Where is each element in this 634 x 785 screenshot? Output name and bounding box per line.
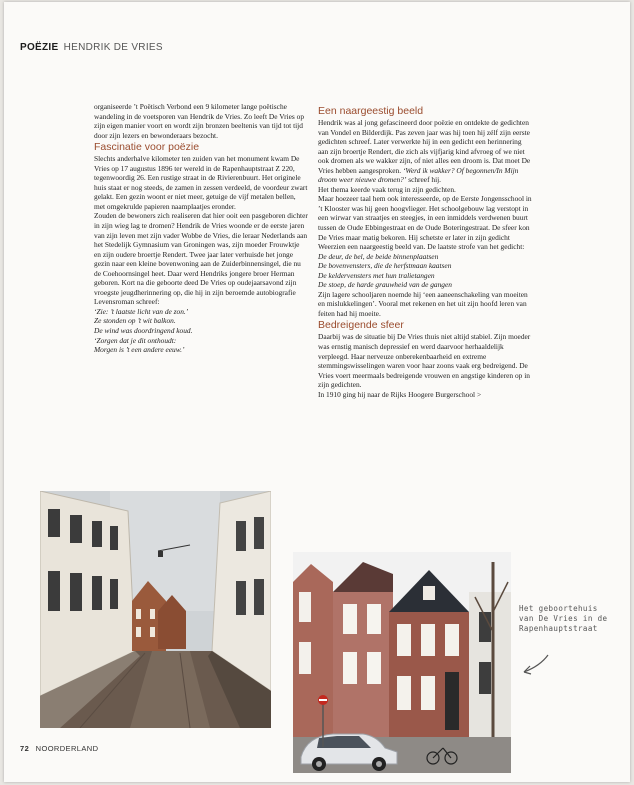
caption-arrow-icon — [518, 652, 552, 683]
text-column-right — [318, 104, 532, 399]
photo-caption — [519, 604, 609, 634]
section-label: POËZIE — [20, 42, 59, 53]
paragraph-text: Hendrik was al jong gefascineerd door poëzie en ontdekte de gedichten van Vondel en Bilderdijk. Pas zeven jaar was hij toen hij zélf zijn eerste gedichten schreef. Later verwerkte hij in een gedicht een herinnering aan zijn broertje Rendert, die zich als vijfjarig kind afvroeg of we niet ook dromen als we wakker zijn, of niet alles een droom is. Dat moet De Vries hebben aangesproken. — [318, 118, 531, 175]
poem-line: Morgen is ’t een andere eeuw.’ — [94, 345, 185, 355]
paragraph: In 1910 ging hij naar de Rijks Hoogere Burgerschool > — [318, 389, 482, 399]
poem-line: Ze stonden op ’t wit balkon. — [94, 316, 176, 326]
paragraph: Slechts anderhalve kilometer ten zuiden van het monument kwam De Vries op 17 augustus 1896 ter wereld in de Rapenhauptstraat Z 220, tegenwoordig 26. Een rustige straat in de Rivierenbuurt. Het originele huis staat er nog steeds, de zamen in zessen verdeeld, de voordeur zwart gelakt. Een gezin woont er niet meer, getuige de vijf metalen bellen, met omgekrulde papieren naamplaatjes eronder. — [94, 154, 308, 211]
page-header — [20, 42, 163, 53]
magazine-page — [4, 2, 630, 782]
caption-line: Het geboortehuis — [519, 604, 598, 613]
poem-line: De deur, de bel, de beide binnenplaatsen — [318, 251, 439, 261]
text-column-left — [94, 102, 308, 355]
poem-line: ‘Zie: ’t laatste licht van de zon.’ — [94, 306, 189, 316]
author-label: HENDRIK DE VRIES — [63, 42, 163, 53]
subheading-naargeestig: Een naargeestig beeld — [318, 105, 424, 117]
poem-line: De wind was doordringend koud. — [94, 326, 193, 336]
intro-paragraph: organiseerde ’t Poëtisch Verbond een 9 kilometer lange poëtische wandeling in de voetsporen van Hendrik de Vries. Zo leeft De Vries op zijn eigen manier voort en wordt zijn bronzen beeltenis van tijd tot tijd door zijn lezers en bewonderaars bezocht. — [94, 102, 305, 140]
poem-line: ‘Zorgen dat je dit onthoudt: — [94, 335, 177, 345]
paragraph — [318, 118, 532, 185]
paragraph-text: schreef hij. — [406, 175, 442, 185]
poem-line: De bovenvensters, die de herfstmaan kaatsen — [318, 261, 452, 271]
paragraph: Maar hoezeer taal hem ook interesseerde, op de Eerste Jongensschool in ’t Klooster was hij geen hoogvlieger. Het schoolgebouw lag verstopt in een wirwar van straatjes en steegjes, in een inmiddels verdwenen buurt tussen de Oude Ebbingestraat en de Oude Boteringestraat. De sfeer kon De Vries maar matig bekoren. Hij schetste er later in zijn gedicht Weerzien een naargeestig beeld van. De laatste strofe van het gedicht: — [318, 194, 532, 252]
quote-text: ‘Werd ik wakker? Of begonnen/In Mijn droom weer nieuwe dromen?’ — [318, 165, 519, 185]
caption-line: Rapenhauptstraat — [519, 624, 598, 633]
street-photo — [40, 491, 271, 728]
paragraph: Zijn lagere schooljaren noemde hij ‘een aaneenschakeling van moeiten en mislukkelingen’. Vooral met rekenen en het uit zijn hoofd leren van feiten had hij moeite. — [318, 289, 528, 318]
paragraph: Zouden de bewoners zich realiseren dat hier ooit een pasgeboren dichter in zijn wieg lag te dromen? Hendrik de Vries woonde er de eerste jaren van zijn leven met zijn vader Wobbe de Vries, die leraar Nederlands aan het Stedelijk Gymnasium van Groningen was, zijn moeder Frouwktje en zijn oudere broertje Rendert. Twee jaar later verhuisde het jonge gezin naar een kleine bovenwoning aan de Zuiderbinnensingel, die nu de Coehoornsingel heet. Daar werd Hendriks jongere broer Herman geboren. Kort na die geboorte deed De Vries op oudejaarsavond zijn vroegste jeugdherinnering op, die hij in zijn beroemde autobiografie Levensroman schreef: — [94, 211, 308, 307]
poem-line: De keldervensters met hun tralietangen — [318, 270, 435, 280]
paragraph: Het thema keerde vaak terug in zijn gedichten. — [318, 184, 456, 194]
magazine-name: NOORDERLAND — [35, 744, 99, 753]
paragraph: Daarbij was de situatie bij De Vries thuis niet altijd stabiel. Zijn moeder was ernstig manisch depressief en werd daarvoor herhaaldelijk verpleegd. Haar nerveuze onberekenbaarheid en extreme stemmingswisselingen waren voor haar zoons vaak erg bedreigend. De Vries voert meermaals bedreigende vrouwen en angstige kinderen op in zijn gedichten. — [318, 332, 531, 390]
birth-house-photo — [293, 552, 511, 773]
caption-line: van De Vries in de — [519, 614, 608, 623]
page-number: 72 — [20, 744, 30, 753]
page-footer — [20, 744, 98, 753]
subheading-fascinatie: Fascinatie voor poëzie — [94, 141, 200, 154]
poem-line: De stoep, de harde grauwheid van de gangen — [318, 280, 452, 290]
subheading-bedreigend: Bedreigende sfeer — [318, 319, 404, 332]
